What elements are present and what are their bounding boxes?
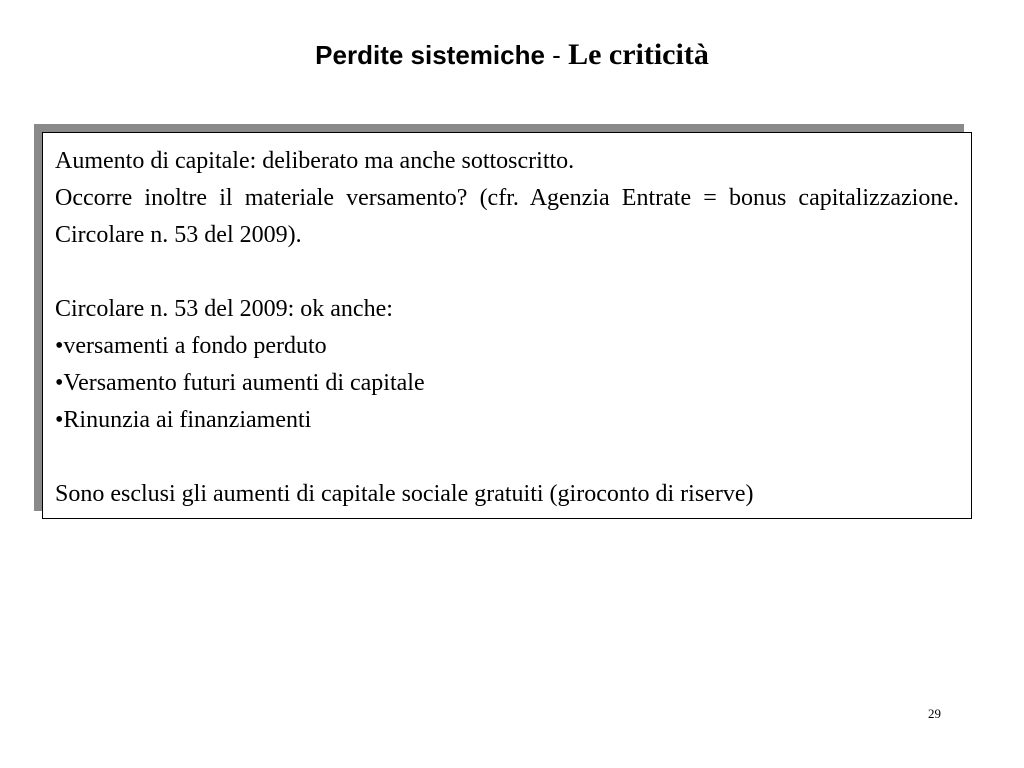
bullet-item: •Versamento futuri aumenti di capitale <box>55 370 425 396</box>
body-line-circular: Circolare n. 53 del 2009: ok anche: <box>55 296 393 322</box>
bullet-item: •versamenti a fondo perduto <box>55 333 327 359</box>
page-number: 29 <box>928 706 941 721</box>
blank-line <box>55 439 959 476</box>
body-line-exclusions: Sono esclusi gli aumenti di capitale sociale gratuiti (giroconto di riserve) <box>55 481 754 507</box>
title-main: Perdite sistemiche <box>315 40 545 70</box>
bullet-item: •Rinunzia ai finanziamenti <box>55 407 312 433</box>
body-paragraph-payment: Occorre inoltre il materiale versamento? (cfr. Agenzia Entrate = bonus capitalizzazione. Circolare n. 53 del 2009). <box>55 185 959 248</box>
body-line-capital-increase: Aumento di capitale: deliberato ma anche sottoscritto. <box>55 148 575 174</box>
title-separator: - <box>544 40 569 70</box>
text-box <box>42 132 972 519</box>
title-subtitle: Le criticità <box>568 38 709 71</box>
slide-title <box>0 38 1024 72</box>
blank-line <box>55 254 959 291</box>
